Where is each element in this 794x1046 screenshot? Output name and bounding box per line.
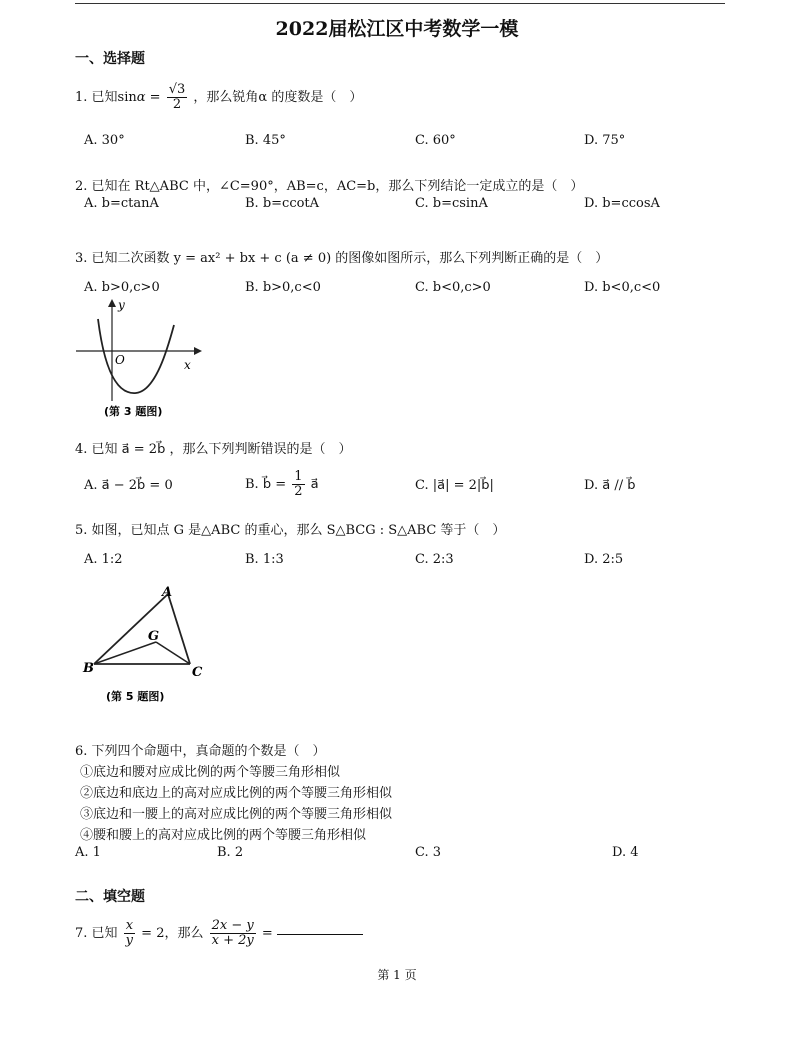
- q5-option-c: C. 2:3: [415, 552, 454, 567]
- question-2: 2. 已知在 Rt△ABC 中，∠C=90°，AB=c，AC=b，那么下列结论一定成立的是（ ）: [75, 179, 584, 194]
- question-1: [75, 80, 362, 116]
- q6-statement-2: ②底边和底边上的高对应成比例的两个等腰三角形相似: [80, 786, 393, 801]
- q2-option-a: A. b=ctanA: [84, 196, 159, 211]
- q3-option-b: B. b>0,c<0: [245, 280, 321, 295]
- q3-option-c: C. b<0,c>0: [415, 280, 491, 295]
- q1-prefix: 1. 已知sin: [75, 90, 137, 105]
- q1-fraction-den: 2: [172, 97, 182, 112]
- q4-option-a: A. a⃗ − 2b⃗ = 0: [84, 478, 173, 493]
- q1-eq: =: [149, 90, 161, 105]
- section-heading-fill: 二、填空题: [75, 889, 145, 905]
- q5-label-a: A: [162, 585, 173, 600]
- q5-option-a: A. 1:2: [84, 552, 123, 567]
- q7-fraction-xy-den: y: [125, 933, 134, 948]
- q3-parabola-curve: [98, 319, 174, 393]
- q5-label-c: C: [192, 665, 203, 680]
- q1-fraction: [167, 83, 188, 113]
- q5-figure-caption: (第 5 题图): [106, 690, 165, 703]
- q5-label-b: B: [83, 661, 94, 676]
- q6-option-a: A. 1: [75, 845, 101, 860]
- q6-option-d: D. 4: [612, 845, 639, 860]
- q5-triangle-figure: [76, 578, 208, 706]
- q3-x-arrow: [194, 347, 202, 355]
- q4-option-c: C. |a⃗| = 2|b⃗|: [415, 478, 494, 493]
- q1-option-d: D. 75°: [584, 133, 626, 148]
- q7-fraction-xy: [124, 919, 135, 949]
- question-3: 3. 已知二次函数 y = ax² + bx + c (a ≠ 0) 的图像如图所示，那么下列判断正确的是（ ）: [75, 251, 609, 266]
- q7-prefix: 7. 已知: [75, 926, 118, 941]
- q1-option-c: C. 60°: [415, 133, 456, 148]
- q5-side-ac: [168, 594, 190, 664]
- q4-option-d: D. a⃗ // b⃗: [584, 478, 636, 493]
- top-rule: [75, 3, 725, 4]
- q3-option-d: D. b<0,c<0: [584, 280, 661, 295]
- q6-option-b: B. 2: [217, 845, 244, 860]
- q7-fraction-expr-den: x + 2y: [211, 933, 254, 948]
- q7-middle: = 2，那么: [141, 926, 204, 941]
- q6-statement-1: ①底边和腰对应成比例的两个等腰三角形相似: [80, 765, 341, 780]
- q4-option-b-prefix: B. b⃗ =: [245, 477, 287, 492]
- q5-option-b: B. 1:3: [245, 552, 284, 567]
- q1-fraction-num: √3: [168, 81, 186, 97]
- question-6: 6. 下列四个命题中，真命题的个数是（ ）: [75, 744, 326, 759]
- q3-y-label: y: [118, 298, 125, 312]
- q4-option-b: [245, 468, 319, 502]
- q6-statement-4: ④腰和腰上的高对应成比例的两个等腰三角形相似: [80, 828, 367, 843]
- q7-fraction-expr: [210, 919, 256, 949]
- q5-segment-bg: [94, 642, 156, 664]
- q2-option-b: B. b=ccotA: [245, 196, 320, 211]
- q3-parabola-figure: [76, 297, 218, 422]
- q3-origin-label: O: [115, 353, 125, 367]
- q4-option-b-den: 2: [294, 484, 303, 499]
- q7-fraction-xy-num: x: [125, 917, 134, 933]
- q3-y-arrow: [108, 299, 116, 307]
- q3-figure-caption: (第 3 题图): [104, 405, 163, 418]
- q2-option-d: D. b=ccosA: [584, 196, 660, 211]
- question-5: 5. 如图，已知点 G 是△ABC 的重心，那么 S△BCG : S△ABC 等于（ ）: [75, 523, 506, 538]
- page-footer: 第 1 页: [377, 968, 417, 982]
- q7-eq: =: [261, 926, 273, 941]
- question-7: [75, 914, 363, 954]
- q1-option-a: A. 30°: [84, 133, 125, 148]
- page-title: 2022届松江区中考数学一模: [275, 18, 519, 40]
- q5-label-g: G: [148, 629, 160, 644]
- q7-answer-blank[interactable]: [277, 933, 363, 935]
- q3-x-label: x: [184, 358, 191, 372]
- q1-suffix: ，那么锐角α 的度数是（ ）: [193, 90, 363, 105]
- q4-option-b-suffix: a⃗: [310, 477, 319, 492]
- q4-option-b-num: 1: [294, 468, 303, 484]
- q4-option-b-fraction: [292, 470, 304, 500]
- q3-option-a: A. b>0,c>0: [84, 280, 160, 295]
- question-4: 4. 已知 a⃗ = 2b⃗ ，那么下列判断错误的是（ ）: [75, 442, 352, 457]
- q7-fraction-expr-num: 2x − y: [211, 917, 254, 933]
- q6-statement-3: ③底边和一腰上的高对应成比例的两个等腰三角形相似: [80, 807, 393, 822]
- section-heading-choice: 一、选择题: [75, 51, 145, 67]
- q1-alpha: α: [136, 90, 146, 105]
- q1-option-b: B. 45°: [245, 133, 286, 148]
- q6-option-c: C. 3: [415, 845, 442, 860]
- q5-option-d: D. 2:5: [584, 552, 624, 567]
- q2-option-c: C. b=csinA: [415, 196, 488, 211]
